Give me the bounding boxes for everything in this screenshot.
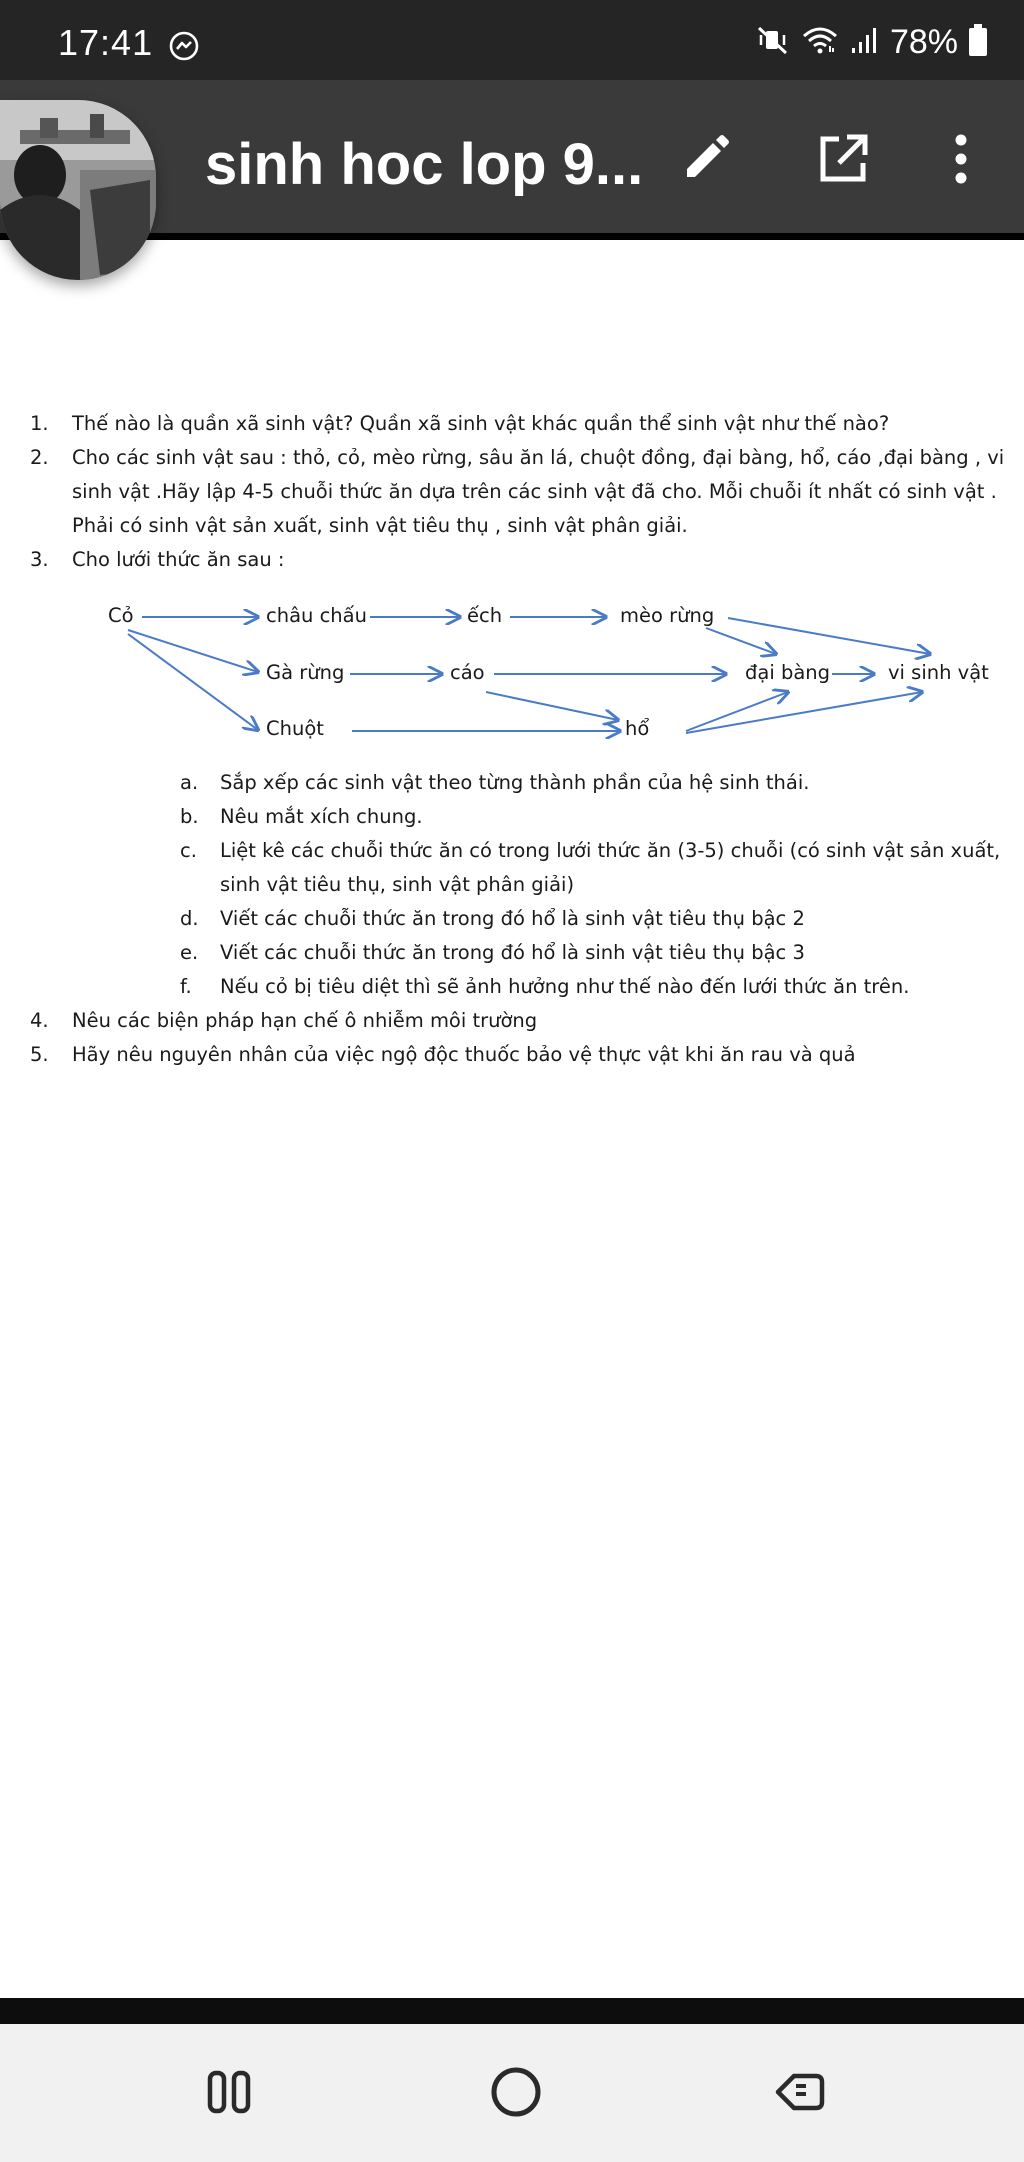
node-chuot: Chuột (266, 717, 324, 740)
avatar[interactable] (0, 100, 156, 280)
sub-question-letter: e. (180, 941, 199, 964)
home-button[interactable] (476, 2054, 556, 2134)
sub-question-letter: b. (180, 805, 199, 828)
navigation-bar (0, 2024, 1024, 2162)
node-dai-bang: đại bàng (745, 661, 831, 684)
status-right-group (756, 22, 988, 62)
node-meo-rung: mèo rừng (620, 604, 715, 627)
back-button[interactable] (760, 2054, 840, 2134)
node-chau-chau: châu chấu (266, 604, 367, 627)
open-external-button[interactable] (808, 126, 878, 196)
edge-ho-vi-sinh-vat (686, 692, 922, 733)
more-options-button[interactable] (926, 126, 996, 196)
question-text: sinh vật .Hãy lập 4-5 chuỗi thức ăn dựa trên các sinh vật đã cho. Mỗi chuỗi ít nhất có sinh vật . (72, 480, 997, 503)
node-ho: hổ (625, 717, 650, 740)
document-page[interactable] (0, 240, 1024, 1998)
status-bar (0, 0, 1024, 80)
sub-question-text: sinh vật tiêu thụ, sinh vật phân giải) (220, 873, 575, 896)
question-text: Hãy nêu nguyên nhân của việc ngộ độc thuốc bảo vệ thực vật khi ăn rau và quả (72, 1043, 856, 1066)
sub-question-text: Sắp xếp các sinh vật theo từng thành phần của hệ sinh thái. (220, 771, 810, 794)
mute-vibrate-icon (756, 24, 790, 61)
node-ga-rung: Gà rừng (266, 661, 345, 684)
question-text: Cho các sinh vật sau : thỏ, cỏ, mèo rừng, sâu ăn lá, chuột đồng, đại bàng, hổ, cáo ,đại bàng , vi (72, 446, 1005, 469)
edit-icon (677, 131, 733, 192)
battery-icon (968, 23, 988, 62)
question-number: 1. (30, 412, 49, 435)
bottom-divider (0, 1998, 1024, 2024)
document-title: sinh hoc lop 9... (205, 132, 644, 197)
edge-meo-rung-vi-sinh-vat (728, 618, 930, 654)
sub-question-text: Liệt kê các chuỗi thức ăn có trong lưới thức ăn (3-5) chuỗi (có sinh vật sản xuất, (220, 839, 1001, 862)
signal-icon (850, 24, 880, 61)
edge-co-ga-rung (128, 630, 258, 672)
recent-apps-icon (205, 2067, 255, 2122)
node-cao: cáo (450, 661, 485, 684)
food-web-diagram (0, 240, 1024, 1998)
question-number: 4. (30, 1009, 49, 1032)
question-number: 3. (30, 548, 49, 571)
recent-apps-button[interactable] (190, 2054, 270, 2134)
sub-question-text: Nếu cỏ bị tiêu diệt thì sẽ ảnh hưởng như thế nào đến lưới thức ăn trên. (220, 975, 910, 998)
edge-cao-ho (486, 692, 618, 720)
back-icon (772, 2064, 828, 2125)
edit-button[interactable] (670, 126, 740, 196)
battery-percent: 78% (889, 22, 958, 61)
sub-question-letter: f. (180, 975, 192, 998)
sub-question-text: Viết các chuỗi thức ăn trong đó hổ là sinh vật tiêu thụ bậc 2 (220, 907, 805, 930)
sub-question-letter: c. (180, 839, 197, 862)
question-number: 5. (30, 1043, 49, 1066)
question-text: Cho lưới thức ăn sau : (72, 548, 285, 571)
messenger-icon (168, 30, 200, 67)
node-vi-sinh-vat: vi sinh vật (888, 661, 989, 684)
question-number: 2. (30, 446, 49, 469)
sub-question-text: Viết các chuỗi thức ăn trong đó hổ là sinh vật tiêu thụ bậc 3 (220, 941, 805, 964)
node-co: Cỏ (108, 604, 134, 627)
more-vert-icon (949, 131, 973, 192)
edge-meo-rung-dai-bang (706, 628, 776, 654)
status-time: 17:41 (58, 22, 154, 63)
question-text: Nêu các biện pháp hạn chế ô nhiễm môi trường (72, 1009, 538, 1032)
sub-question-letter: d. (180, 907, 199, 930)
question-text: Phải có sinh vật sản xuất, sinh vật tiêu thụ , sinh vật phân giải. (72, 514, 688, 537)
node-ech: ếch (467, 604, 503, 627)
sub-question-text: Nêu mắt xích chung. (220, 805, 423, 828)
open-external-icon (815, 131, 871, 192)
wifi-icon (800, 24, 840, 61)
question-text: Thế nào là quần xã sinh vật? Quần xã sinh vật khác quần thể sinh vật như thế nào? (72, 412, 890, 435)
edge-co-chuot (128, 634, 258, 730)
sub-question-letter: a. (180, 771, 199, 794)
home-icon (488, 2064, 544, 2125)
